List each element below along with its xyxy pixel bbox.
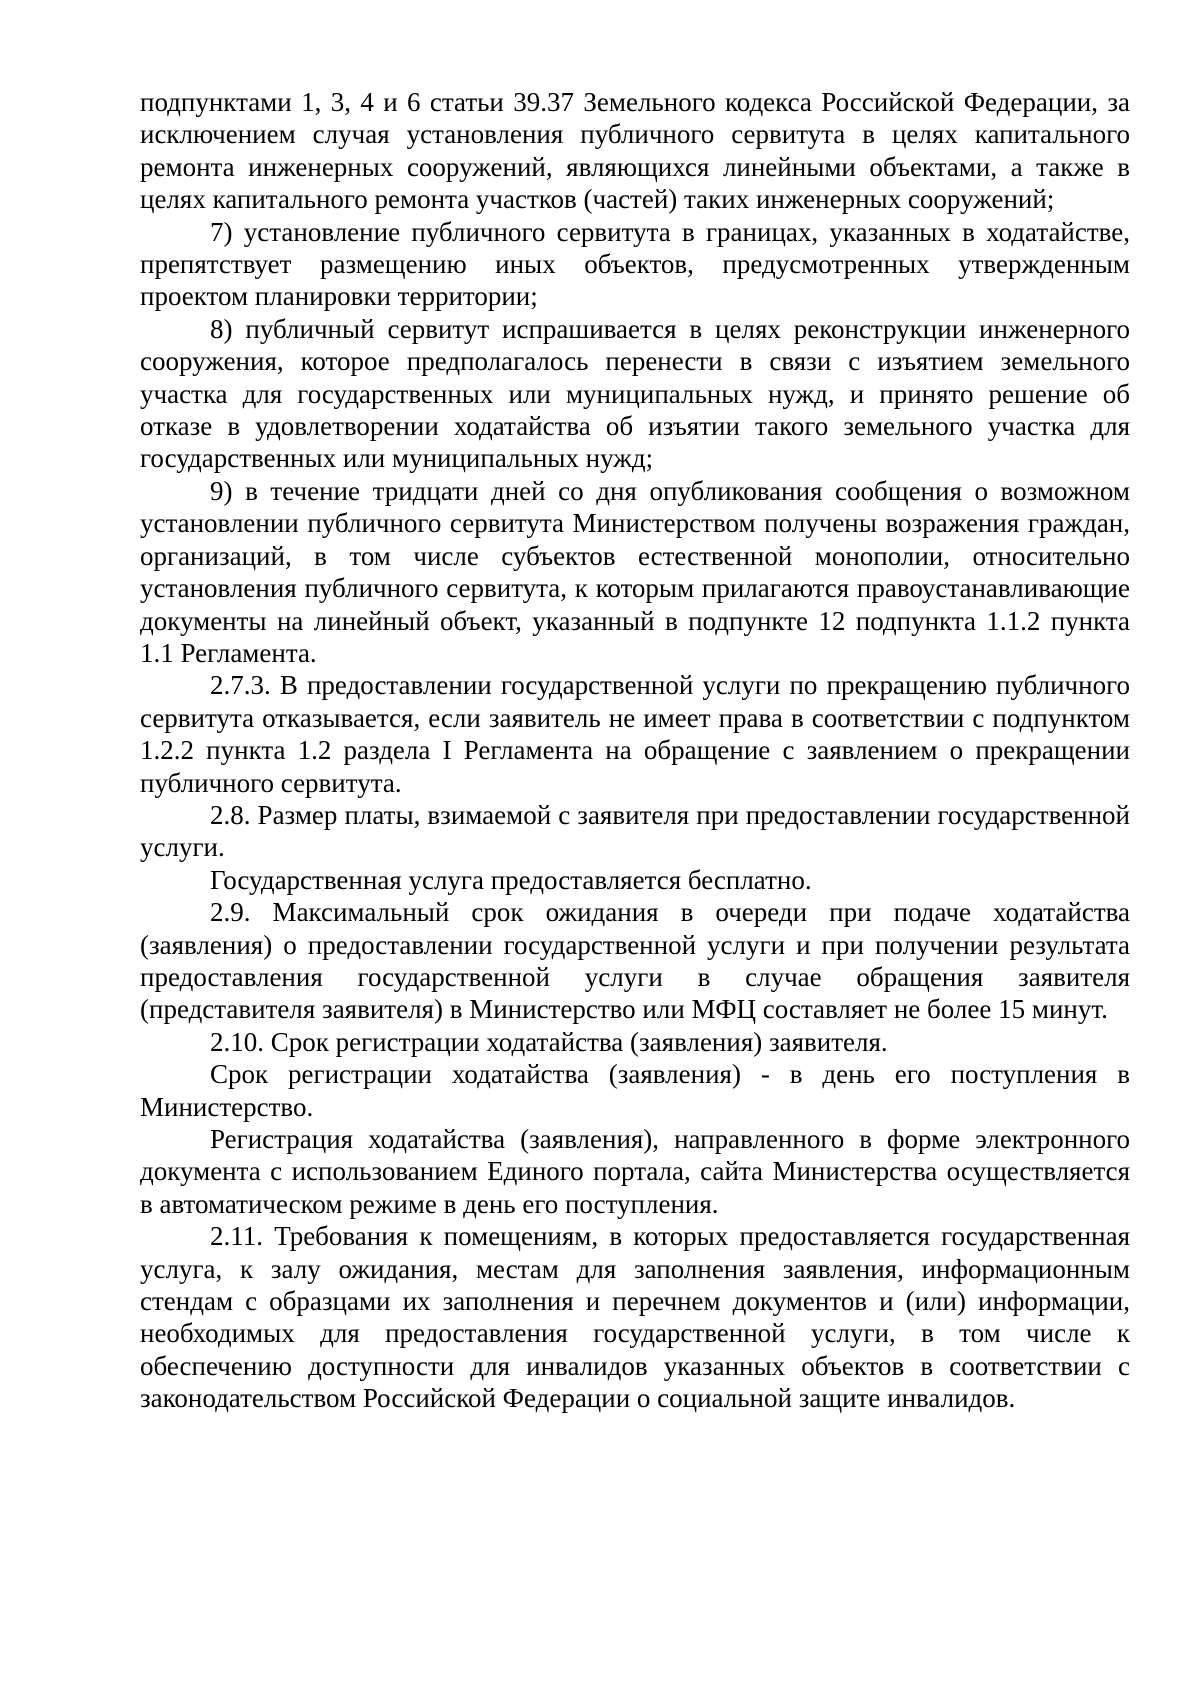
- paragraph-2-10-electronic: Регистрация ходатайства (заявления), направленного в форме электронного документа с использованием Единого портала, сайта Министерства осуществляется в автоматическом режиме в день его поступления.: [140, 1124, 1130, 1219]
- paragraph-2-7-3: 2.7.3. В предоставлении государственной услуги по прекращению публичного сервитута отказывается, если заявитель не имеет права в соответствии с подпунктом 1.2.2 пункта 1.2 раздела I Регламента на обращение с заявлением о прекращении публичного сервитута.: [140, 670, 1130, 798]
- paragraph-item-9: 9) в течение тридцати дней со дня опубликования сообщения о возможном установлении публичного сервитута Министерством получены возражения граждан, организаций, в том числе субъектов естественной монополии, относительно установления публичного сервитута, к которым прилагаются правоустанавливающие документы на линейный объект, указанный в подпункте 12 подпункта 1.1.2 пункта 1.1 Регламента.: [140, 475, 1130, 668]
- paragraph-2-10-term: Срок регистрации ходатайства (заявления) - в день его поступления в Министерство.: [140, 1059, 1130, 1122]
- paragraph-item-8: 8) публичный сервитут испрашивается в целях реконструкции инженерного сооружения, которое предполагалось перенести в связи с изъятием земельного участка для государственных или муниципальных нужд, и принято решение об отказе в удовлетворении ходатайства об изъятии такого земельного участка для государственных или муниципальных нужд;: [140, 313, 1130, 474]
- paragraph-2-10: 2.10. Срок регистрации ходатайства (заявления) заявителя.: [210, 1026, 888, 1057]
- paragraph-2-9: 2.9. Максимальный срок ожидания в очереди при подаче ходатайства (заявления) о предоставлении государственной услуги и при получении результата предоставления государственной услуги в случае обращения заявителя (представителя заявителя) в Министерство или МФЦ составляет не более 15 минут.: [140, 897, 1130, 1025]
- paragraph-2-8-free: Государственная услуга предоставляется бесплатно.: [210, 864, 812, 895]
- paragraph-item-7: 7) установление публичного сервитута в границах, указанных в ходатайстве, препятствует размещению иных объектов, предусмотренных утвержденным проектом планировки территории;: [140, 216, 1130, 312]
- paragraph-2-11: 2.11. Требования к помещениям, в которых предоставляется государственная услуга, к залу ожидания, местам для заполнения заявления, информационным стендам с образцами их заполнения и перечнем документов и (или) информации, необходимых для предоставления государственной услуги, в том числе к обеспечению доступности для инвалидов указанных объектов в соответствии с законодательством Российской Федерации о социальной защите инвалидов.: [140, 1221, 1130, 1414]
- paragraph-continuation: подпунктами 1, 3, 4 и 6 статьи 39.37 Земельного кодекса Российской Федерации, за исключением случая установления публичного сервитута в целях капитального ремонта инженерных сооружений, являющихся линейными объектами, а также в целях капитального ремонта участков (частей) таких инженерных сооружений;: [140, 87, 1130, 215]
- document-body: [140, 86, 1130, 1415]
- paragraph-2-8: 2.8. Размер платы, взимаемой с заявителя при предоставлении государственной услуги.: [140, 799, 1130, 863]
